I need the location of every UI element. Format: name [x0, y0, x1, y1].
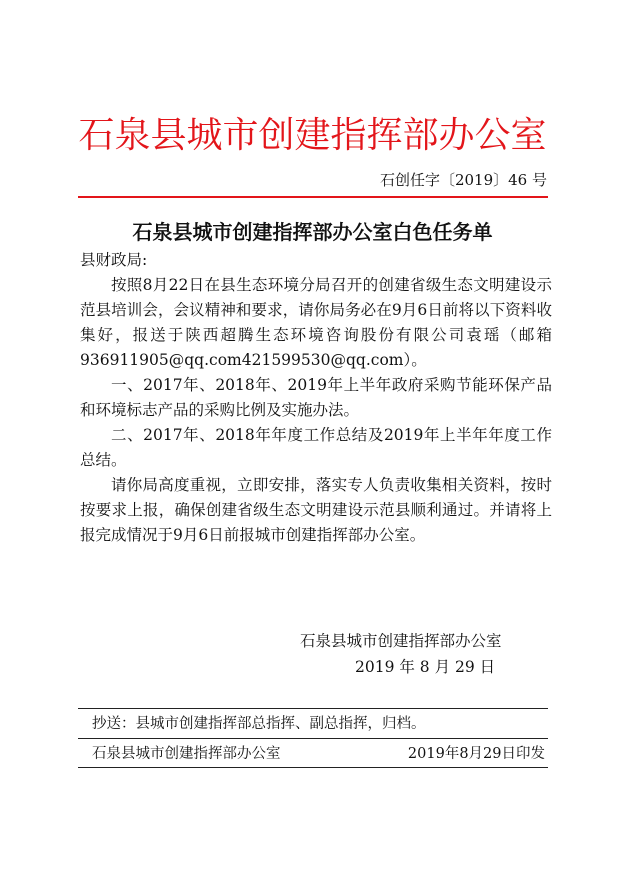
- footer-issue-date: 2019年8月29日印发: [407, 746, 545, 762]
- signature-block: [300, 628, 560, 680]
- red-header-divider: [78, 196, 548, 198]
- body-paragraph: 一、2017年、2018年、2019年上半年政府采购节能环保产品和环境标志产品的采购比例及实施办法。: [80, 376, 552, 419]
- footer-issuer: 石泉县城市创建指挥部办公室: [92, 746, 281, 762]
- document-title: 石泉县城市创建指挥部办公室白色任务单: [132, 220, 493, 244]
- document-body: [80, 248, 552, 548]
- footer-middle-divider: [78, 738, 548, 739]
- issuer-header-title: 石泉县城市创建指挥部办公室: [78, 115, 547, 156]
- salutation: 县财政局:: [80, 251, 148, 269]
- body-paragraph: 按照8月22日在县生态环境分局召开的创建省级生态文明建设示范县培训会，会议精神和要求，请你局务必在9月6日前将以下资料收集好，报送于陕西超腾生态环境咨询股份有限公司袁瑶（邮箱936911905@qq.com421599530@qq.com）。: [80, 276, 552, 369]
- cc-line: 抄送：县城市创建指挥部总指挥、副总指挥，归档。: [92, 716, 426, 732]
- body-paragraph: 二、2017年、2018年年度工作总结及2019年上半年年度工作总结。: [80, 426, 552, 469]
- document-number: 石创任字〔2019〕46 号: [379, 171, 547, 189]
- body-paragraph: 请你局高度重视，立即安排，落实专人负责收集相关资料，按时按要求上报，确保创建省级生态文明建设示范县顺利通过。并请将上报完成情况于9月6日前报城市创建指挥部办公室。: [80, 476, 552, 544]
- signature-organization: 石泉县城市创建指挥部办公室: [300, 632, 502, 650]
- signature-date: 2019 年 8 月 29 日: [355, 658, 496, 676]
- footer-top-divider: [78, 708, 548, 709]
- footer-bottom-divider: [78, 767, 548, 768]
